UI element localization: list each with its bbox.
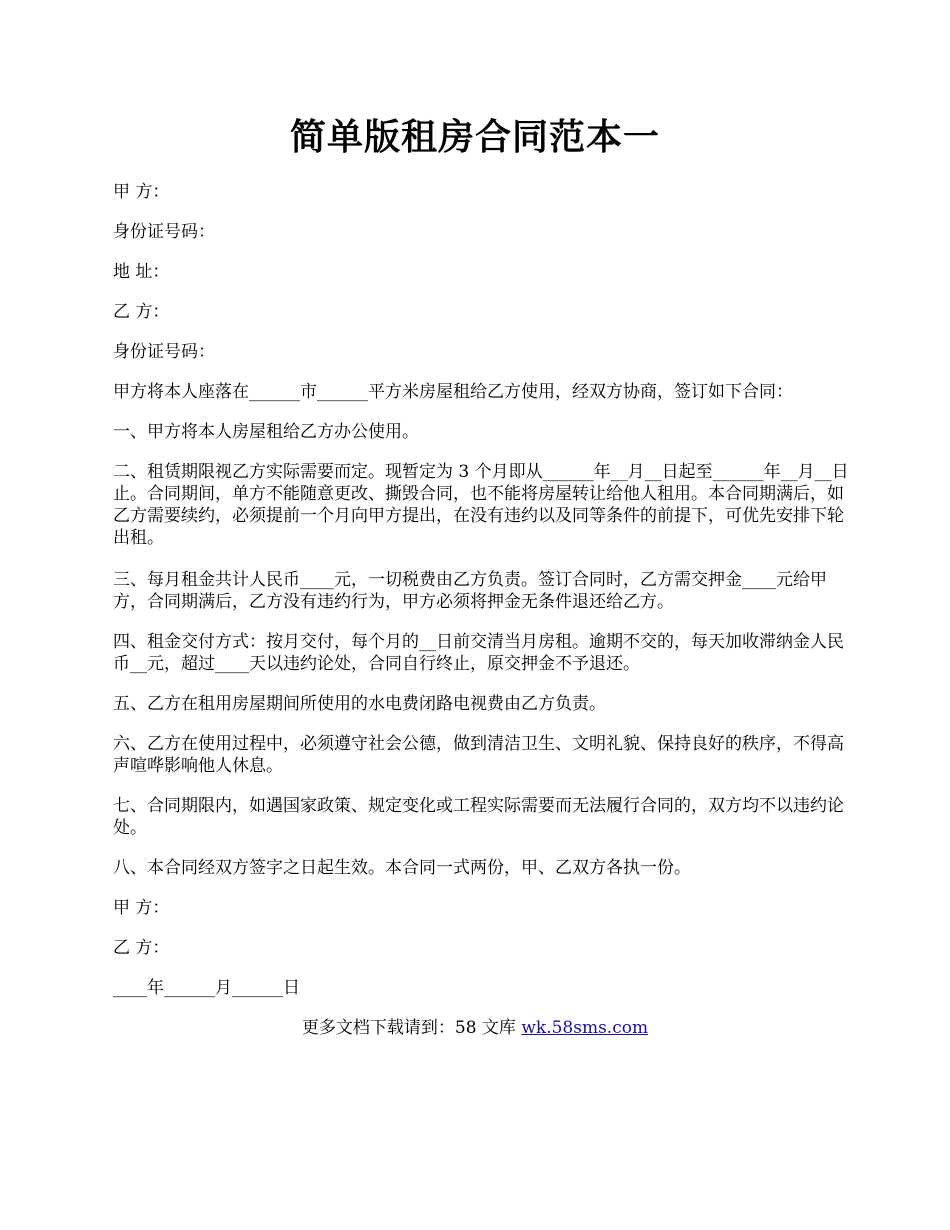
signature-date: ____年______月______日 <box>113 978 300 998</box>
signature-party-a: 甲 方： <box>113 898 170 918</box>
clause-1: 一、甲方将本人房屋租给乙方办公使用。 <box>113 422 419 442</box>
party-a-id-label: 身份证号码： <box>113 222 215 242</box>
footer-text: 更多文档下载请到：58 文库 <box>301 1018 522 1038</box>
party-a-address-label: 地 址： <box>113 262 170 282</box>
clause-6: 六、乙方在使用过程中，必须遵守社会公德，做到清洁卫生、文明礼貌、保持良好的秩序，不得高声喧哗影响他人休息。 <box>113 734 844 776</box>
clause-2: 二、租赁期限视乙方实际需要而定。现暂定为 3 个月即从______年__月__日起至______年__月__日止。合同期间，单方不能随意更改、撕毁合同，也不能将房屋转让给他人租用。本合同期满后，如乙方需要续约，必须提前一个月向甲方提出，在没有违约以及同等条件的前提下，可优先安排下轮出租。 <box>113 462 849 548</box>
clause-3: 三、每月租金共计人民币____元，一切税费由乙方负责。签订合同时，乙方需交押金____元给甲方，合同期满后，乙方没有违约行为，甲方必须将押金无条件退还给乙方。 <box>113 570 827 612</box>
intro-paragraph: 甲方将本人座落在______市______平方米房屋租给乙方使用，经双方协商，签订如下合同： <box>113 382 793 402</box>
party-b-label: 乙 方： <box>113 302 170 322</box>
party-b-id-label: 身份证号码： <box>113 342 215 362</box>
document-title: 简单版租房合同范本一 <box>289 116 660 158</box>
clause-8: 八、本合同经双方签字之日起生效。本合同一式两份，甲、乙双方各执一份。 <box>113 858 691 878</box>
party-a-label: 甲 方： <box>113 182 170 202</box>
clause-5: 五、乙方在租用房屋期间所使用的水电费闭路电视费由乙方负责。 <box>113 694 606 714</box>
clause-4: 四、租金交付方式：按月交付，每个月的__日前交清当月房租。逾期不交的，每天加收滞纳金人民币__元，超过____天以违约论处，合同自行终止，原交押金不予退还。 <box>113 632 844 674</box>
footer-link[interactable]: wk.58sms.com <box>521 1018 649 1038</box>
clause-7: 七、合同期限内，如遇国家政策、规定变化或工程实际需要而无法履行合同的，双方均不以违约论处。 <box>113 796 844 838</box>
footer-note <box>0 1017 950 1039</box>
signature-party-b: 乙 方： <box>113 938 170 958</box>
